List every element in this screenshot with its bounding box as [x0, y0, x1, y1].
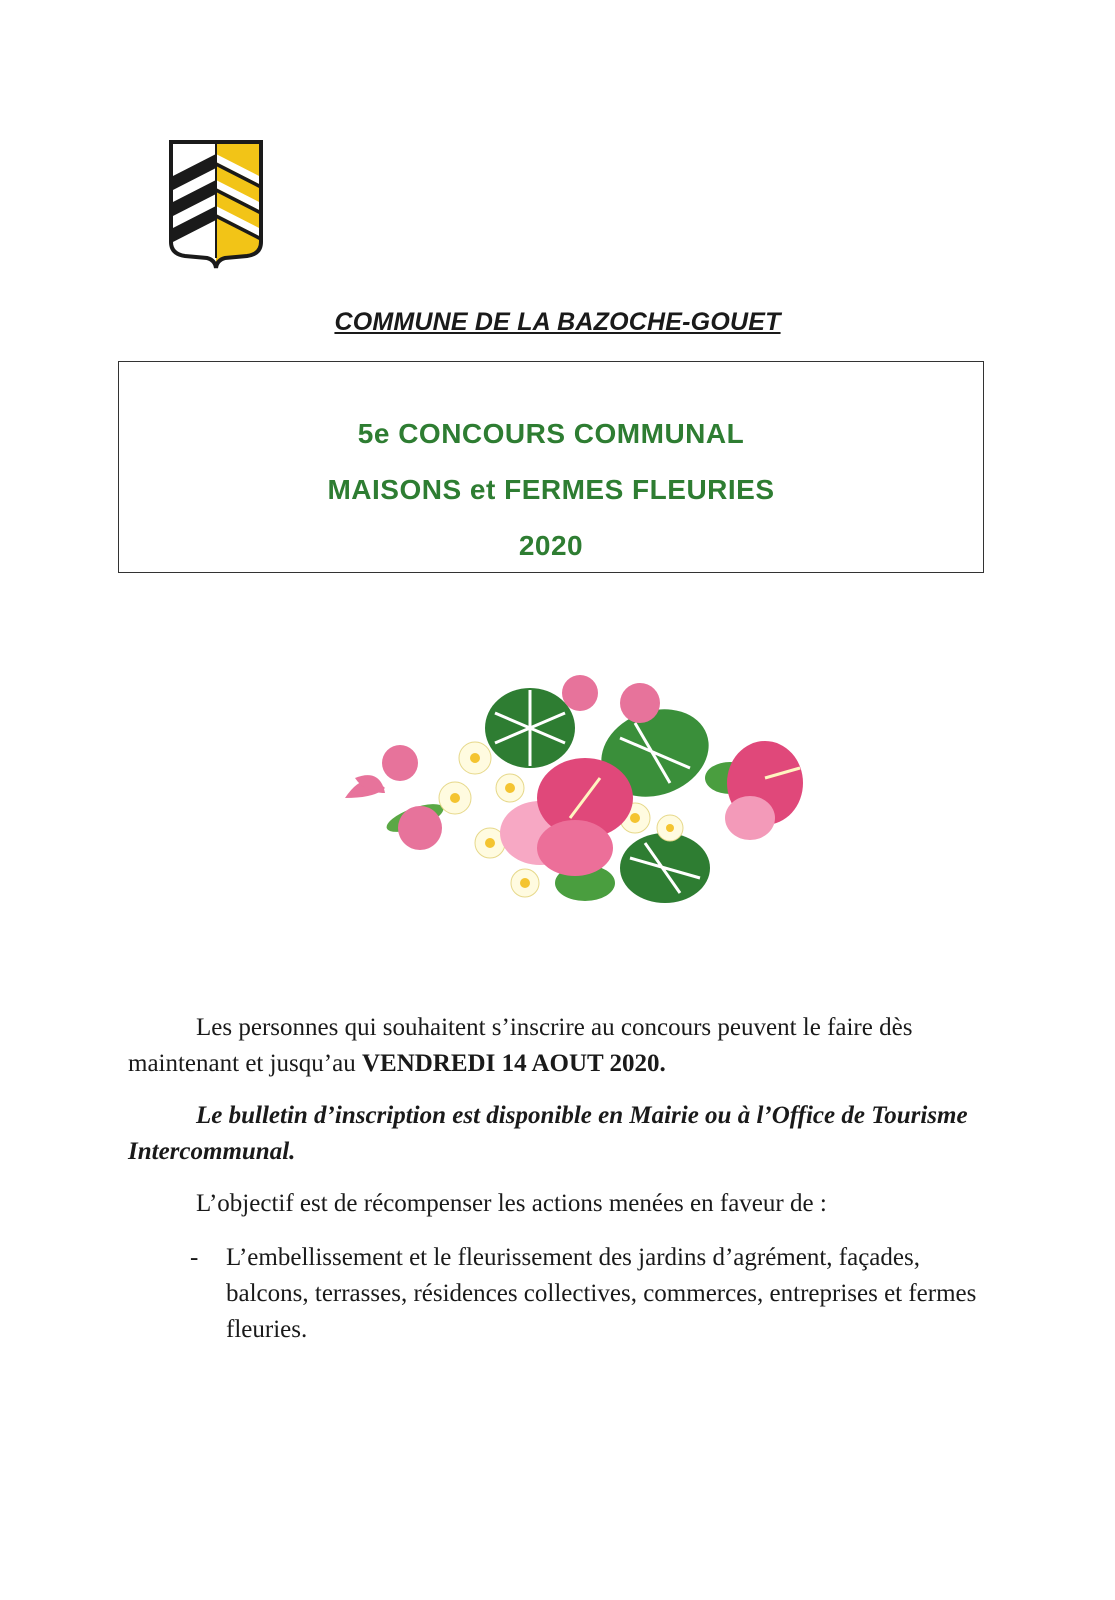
floral-bouquet-illustration [325, 668, 825, 923]
contest-year: 2020 [518, 530, 584, 561]
bulletin-paragraph [128, 1098, 978, 1170]
registration-deadline: VENDREDI 14 AOUT 2020. [361, 1050, 666, 1077]
registration-text: Les personnes qui souhaitent s’inscrire au concours peuvent le faire dès maintenant et jusqu’au [128, 1014, 913, 1077]
bullet-marker: - [190, 1244, 199, 1271]
registration-paragraph [128, 1010, 958, 1082]
coat-of-arms-icon [167, 138, 265, 270]
bulletin-text: Le bulletin d’inscription est disponible en Mairie ou à l’Office de Tourisme Intercommunal. [128, 1102, 968, 1165]
contest-title-line-2: MAISONS et FERMES FLEURIES [327, 474, 775, 505]
objective-paragraph [128, 1186, 958, 1222]
bullet-text: L’embellissement et le fleurissement des jardins d’agrément, façades, balcons, terrasses, résidences collectives, commerces, entreprises et fermes fleuries. [226, 1244, 977, 1343]
contest-title-box [118, 361, 984, 573]
commune-heading: COMMUNE DE LA BAZOCHE-GOUET [334, 308, 781, 336]
contest-title-line-1: 5e CONCOURS COMMUNAL [357, 418, 745, 449]
objective-text: L’objectif est de récompenser les actions menées en faveur de : [196, 1190, 827, 1217]
